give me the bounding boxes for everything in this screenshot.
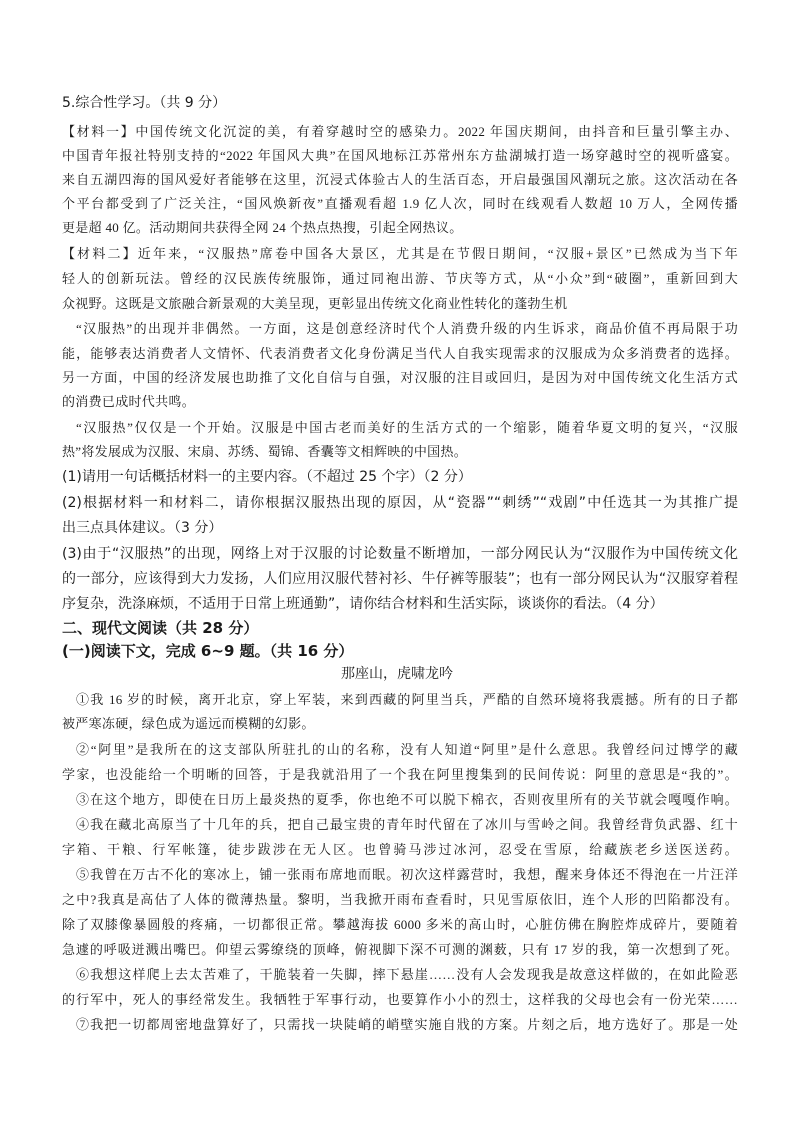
material-2-paragraph-line: 能，能够表达消费者人文情怀、代表消费者文化身份满足当代人自我实现需求的汉服成为众多消费者的选择。	[62, 346, 738, 361]
section-heading: 二、现代文阅读（共 28 分）	[62, 619, 259, 637]
material-1-line: 来自五湖四海的国风爱好者能够在这里，沉浸式体验古人的生活百态，开启最强国风潮玩之旅。这次活动在各	[62, 172, 738, 187]
material-2-line: 【材料二】近年来，“汉服热”席卷中国各大景区，尤其是在节假日期间，“汉服+景区”已然成为当下年	[62, 246, 738, 261]
question-5-header: 5.综合性学习。（共 9 分）	[62, 95, 227, 111]
material-2-paragraph-line: 另一方面，中国的经济发展也助推了文化自信与自强，对汉服的注目或回归，是因为对中国传统文化生活方式	[62, 370, 738, 385]
article-title: 那座山，虎啸龙吟	[341, 666, 453, 682]
material-1-line: 中国青年报社特别支持的“2022 年国风大典”在国风地标江苏常州东方盐湖城打造一场穿越时空的视听盛宴。	[62, 148, 738, 163]
sub-question-3-line: (3)由于“汉服热”的出现，网络上对于汉服的讨论数量不断增加，一部分网民认为“汉服作为中国传统文化	[62, 546, 738, 562]
sub-question-3-line: 序复杂，洗涤麻烦，不适用于日常上班通勤”，请你结合材料和生活实际，谈谈你的看法。（4 分）	[62, 596, 664, 612]
article-paragraph-line: 字箱、干粮、行军帐篷，徒步跋涉在无人区。也曾骑马涉过冰河，忍受在雪原，给藏族老乡送医送药。	[62, 842, 738, 857]
material-2-paragraph-line: “汉服热”的出现并非偶然。一方面，这是创意经济时代个人消费升级的内生诉求，商品价值不再局限于功	[76, 321, 738, 336]
sub-question-3-line: 的一部分，应该得到大力发扬，人们应用汉服代替衬衫、牛仔裤等服装”；也有一部分网民认为“汉服穿着程	[62, 571, 738, 587]
article-paragraph-line: 急遽的呼吸迸溅出嘴巴。仰望云雾缭绕的顶峰，俯视脚下深不可测的渊薮，只有 17 岁的我，第一次想到了死。	[62, 942, 738, 957]
article-paragraph-line: ④我在藏北高原当了十几年的兵，把自己最宝贵的青年时代留在了冰川与雪岭之间。我曾经背负武器、红十	[76, 817, 738, 832]
sub-question-2-line: 出三点具体建议。（3 分）	[62, 520, 223, 536]
article-paragraph-line: 学家，也没能给一个明晰的回答，于是我就沿用了一个我在阿里搜集到的民间传说：阿里的意思是“我的”。	[62, 767, 738, 782]
article-paragraph-line: 的行军中，死人的事经常发生。我牺牲于军事行动，也要算作小小的烈士，这样我的父母也会有一份光荣……	[62, 992, 738, 1007]
article-paragraph-line: ⑤我曾在万古不化的寒冰上，铺一张雨布席地而眠。初次这样露营时，我想，醒来身体还不得泡在一片汪洋	[76, 867, 738, 882]
article-paragraph-line: ⑥我想这样爬上去太苦难了，干脆装着一失脚，摔下悬崖……没有人会发现我是故意这样做的，在如此险恶	[76, 967, 738, 982]
sub-question-1: (1)请用一句话概括材料一的主要内容。（不超过 25 个字）（2 分）	[62, 469, 472, 485]
sub-question-2-line: (2)根据材料一和材料二，请你根据汉服热出现的原因，从“瓷器”“刺绣”“戏剧”中任选其一为其推广提	[62, 495, 738, 511]
material-1-line: 更是超 40 亿。活动期间共获得全网 24 个热点热搜，引起全网热议。	[62, 220, 463, 235]
material-1-line: 【材料一】中国传统文化沉淀的美，有着穿越时空的感染力。2022 年国庆期间，由抖音和巨量引擎主办、	[62, 124, 738, 139]
article-paragraph-line: ①我 16 岁的时候，离开北京，穿上军装，来到西藏的阿里当兵，严酷的自然环境将我震撼。所有的日子都	[76, 692, 738, 707]
article-paragraph-line: 除了双膝像暴圆般的疼痛，一切都很正常。攀越海拔 6000 多米的高山时，心脏仿佛在胸腔炸成碎片，要随着	[62, 917, 738, 932]
article-paragraph-line: ③在这个地方，即使在日历上最炎热的夏季，你也绝不可以脱下棉衣，否则夜里所有的关节就会嘎嘎作响。	[76, 792, 738, 807]
material-2-paragraph-line: “汉服热”仅仅是一个开始。汉服是中国古老而美好的生活方式的一个缩影，随着华夏文明的复兴，“汉服	[76, 420, 738, 435]
material-2-paragraph-line: 热”将发展成为汉服、宋扇、苏绣、蜀锦、香囊等文相辉映的中国热。	[62, 444, 468, 459]
material-2-line: 轻人的创新玩法。曾经的汉民族传统服饰，通过同袍出游、节庆等方式，从“小众”到“破圈”，重新回到大	[62, 271, 738, 286]
material-2-paragraph-line: 的消费已成时代共鸣。	[62, 394, 196, 409]
article-paragraph-line: 被严寒冻硬，绿色成为遥远而模糊的幻影。	[62, 716, 315, 731]
material-2-line: 众视野。这既是文旅融合新景观的大美呈现，更彰显出传统文化商业性转化的蓬勃生机	[62, 296, 568, 311]
article-paragraph-line: ⑦我把一切都周密地盘算好了，只需找一块陡峭的峭壁实施自戕的方案。片刻之后，地方选好了。那是一处	[76, 1017, 738, 1032]
article-paragraph-line: ②“阿里”是我所在的这支部队所驻扎的山的名称，没有人知道“阿里”是什么意思。我曾经问过博学的藏	[76, 742, 738, 757]
material-1-line: 个平台都受到了广泛关注，“国风焕新夜”直播观看超 1.9 亿人次，同时在线观看人数超 10 万人，全网传播	[62, 196, 738, 211]
sub-section-heading: (一)阅读下文，完成 6~9 题。（共 16 分）	[62, 642, 354, 660]
article-paragraph-line: 之中?我真是高估了人体的微薄热量。黎明，当我掀开雨布查看时，只见雪原依旧，连个人形的凹陷都没有。	[62, 892, 738, 907]
